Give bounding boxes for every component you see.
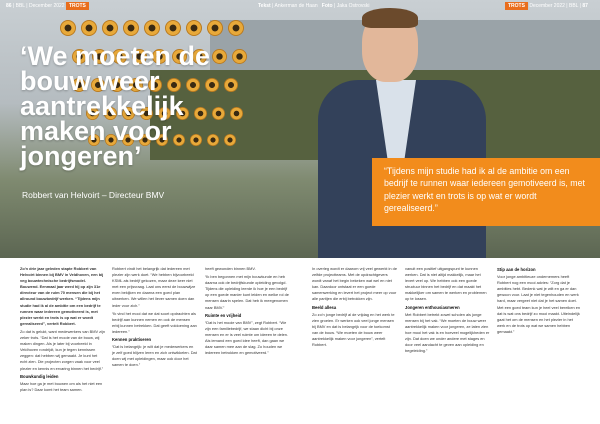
- section-tag-left: TROTS: [66, 2, 89, 10]
- subheading: Jongeren enthousiasmeren: [405, 304, 460, 310]
- subheading: Kennen praktiseren: [112, 337, 152, 343]
- body-paragraph: Voor jonge ambitieuze ondernemers heeft Robbert nog een mooi advies: “Zorg dat je ambities hebt. Bedenk wat je wilt en ga er dan gewoon voor. Laat je niet tegenhouden en werk hard, maar vergeet niet dat je het samen doet. Met een goed team kun je heel veel bereiken en dat is wat ons bedrijf zo mooi maakt. Uiteindelijk gaat het om de mensen en het plezier in het werk en de trots op wat we samen hebben gemaakt.”: [497, 274, 581, 334]
- pipe-end-photo: [228, 20, 244, 36]
- body-paragraph: Zo zo'n jonge bedrijf al de vrijdag en het werk te zien groeien. Er werken ook veel jonge mensen bij BMV en dat is belangrijk voor de toekomst van de bouw. “We moeten de bouw weer aantrekkelijk maken voor jongeren”, vertelt Robbert.: [312, 311, 395, 348]
- body-paragraph: “Ik ben begonnen met mijn bouwkunde en heb daarna ook de bedrijfskunde opleiding gevolgd. Tijdens die opleiding leerde ik hoe je een bedrijf op een goede manier kunt leiden en welke rol de mensen daarin spelen. Dat heb ik meegenomen naar BMV.”: [205, 274, 289, 310]
- text-column-4: [312, 266, 397, 350]
- pipe-end-photo: [123, 20, 139, 36]
- body-paragraph: “Dat is het mooie van BMV”, zegt Robbert. “We zijn een familiebedrijf, we staan dicht bij onze mensen en er is veel ruimte om ideeen te delen. Als iemand een goed idee heeft, dan gaan we daar samen mee aan de slag. Zo houden we iedereen betrokken en gemotiveerd.”: [205, 319, 289, 356]
- magazine-name-right: BBL: [569, 3, 579, 9]
- issue-date-left: December 2022: [28, 3, 65, 9]
- pipe-end-photo: [81, 20, 97, 36]
- page-header: [0, 0, 600, 12]
- pull-quote: “Tijdens mijn studie had ik al de ambitie om een bedrijf te runnen waar iedereen gemotiveerd is, met plezier werkt en trots is op wat er wordt gerealiseerd.”: [372, 158, 600, 226]
- body-paragraph: In overleg wordt er daarom vrij veel gewerkt in de zelfde projectteams. Met de opdrachtgevers wordt vanaf het begin bekeken wat wel en niet kan. Daardoor ontstaat er een goede samenwerking en levert het project meer op voor alle partijen die erbij betrokken zijn.: [312, 266, 397, 302]
- header-right: TROTS December 2022 | BBL | 87: [505, 3, 588, 9]
- subheading: Bouwkundig leiden: [20, 373, 59, 379]
- pipe-end-photo: [207, 20, 223, 36]
- body-paragraph: “Dat is belangrijk: je wilt dat je medewerkers en je zelf goed blijven leren en zich ontwikkelen. Dat doen wij met opleidingen, maar ook door het samen te doen.”: [112, 344, 197, 368]
- body-paragraph: “Ik vind het mooi dat we dat soort opdrachten als bedrijf aan kunnen nemen en ook de mensen erbij kunnen betrekken. Dat geeft voldoening aan iedereen.”: [112, 310, 197, 334]
- body-paragraph: Zo dat is gelukt, want medewerkers van BMV zijn zeker trots. “Dat is het mooie van de bouw, wij maken dingen. Als je later bij voorbeeld in Veldhoven rondrijdt, kun je tegen kennissen zeggen: dat hebben wij gemaakt. Je kunt het echt zien. Die projecten zorgen vaak voor veel plezier en kennis en ervaring binnen het bedrijf.”: [20, 328, 105, 371]
- section-tag-right: TROTS: [505, 2, 528, 10]
- body-paragraph: Maar hoe ga je met bouwen om als het niet een plan is? Daar komt het team samen.: [20, 380, 103, 392]
- text-column-1: [20, 266, 105, 395]
- subheading: Ruimte en vrijheid: [205, 312, 242, 318]
- pipe-end-photo: [144, 20, 160, 36]
- pipe-end-photo: [102, 20, 118, 36]
- issue-date-right: December 2022: [529, 3, 565, 9]
- text-column-3: [205, 266, 290, 358]
- text-credit-label: Tekst: [258, 3, 271, 9]
- text-column-5: [405, 266, 490, 356]
- subheading: Stip aan de horizon: [497, 267, 536, 272]
- header-left: 86 | BBL | December 2022 TROTS: [6, 3, 89, 9]
- magazine-name-left: BBL: [15, 3, 25, 9]
- page-number-left: 86: [6, 3, 12, 9]
- header-credits: Tekst | Ankerman de Haan Foto | Jaka Ostrovski: [258, 3, 370, 9]
- article-byline: Robbert van Helvoirt – Directeur BMV: [22, 190, 165, 200]
- text-credit: Ankerman de Haan: [274, 3, 318, 9]
- page-number-right: 87: [582, 3, 588, 9]
- body-paragraph: vanuit een positief uitgangspunt te kunnen werken. Dat is niet altijd makkelijk, maar het levert veel op. We hebben ook een goede structuur binnen het bedrijf en dat maakt het makkelijker om samen te werken en problemen op te lossen.: [405, 266, 487, 302]
- body-paragraph: heeft gewonden binnen BMV.: [205, 266, 256, 271]
- pipe-end-photo: [186, 20, 202, 36]
- body-paragraph: Robbert vindt het belangrijk dat iedereen met plezier zijn werk doet. “We hebben bijvoorbeeld KSML als bedrijf gekozen, maar deze keer niet met een prijsvraag. Laat ons eerst de bouwwijze even bekijken en daarna een goed plan uitwerken. We willen het liever samen doen dan ieder voor zich.”: [112, 266, 196, 308]
- photo-credit-label: Foto: [321, 3, 333, 9]
- article-headline: ‘We moeten de bouw weer aantrekkelijk maken voor jongeren’: [20, 41, 211, 171]
- intro-paragraph: Zo'n drie jaar geleden stapte Robbert van Helvoirt binnen bij BMV in Veldhoven, een bij veg bouwtechnische bedrijfsmodel. Bouwend. Eenmaal jaar werd hij op zijn 31e directeur van de ruim 70 mensen die bij het allround bouwbedrijf werken. “Tijdens mijn studie had ik al de ambitie om een bedrijf te runnen waar iedereen gemotiveerd is, met plezier werkt en trots is op wat er wordt gerealiseerd”, vertelt Robbert.: [20, 266, 104, 326]
- body-paragraph: Met Robbert betrekt zowel scholen als jonge mensen bij het vak. “We moeten de bouw weer aantrekkelijk maken voor jongeren, ze laten zien hoe mooi het vak is en hoeveel mogelijkheden er zijn. Dat doen we onder andere met stages en door veel aandacht te geven aan opleiding en begeleiding.”: [405, 311, 490, 354]
- pipe-end-photo: [60, 20, 76, 36]
- photo-credit: Jaka Ostrovski: [336, 3, 370, 9]
- article-body: [0, 258, 600, 424]
- text-column-6: [497, 266, 582, 337]
- text-column-2: [112, 266, 197, 371]
- pipe-end-photo: [165, 20, 181, 36]
- subheading: Beeld allesa: [312, 304, 337, 310]
